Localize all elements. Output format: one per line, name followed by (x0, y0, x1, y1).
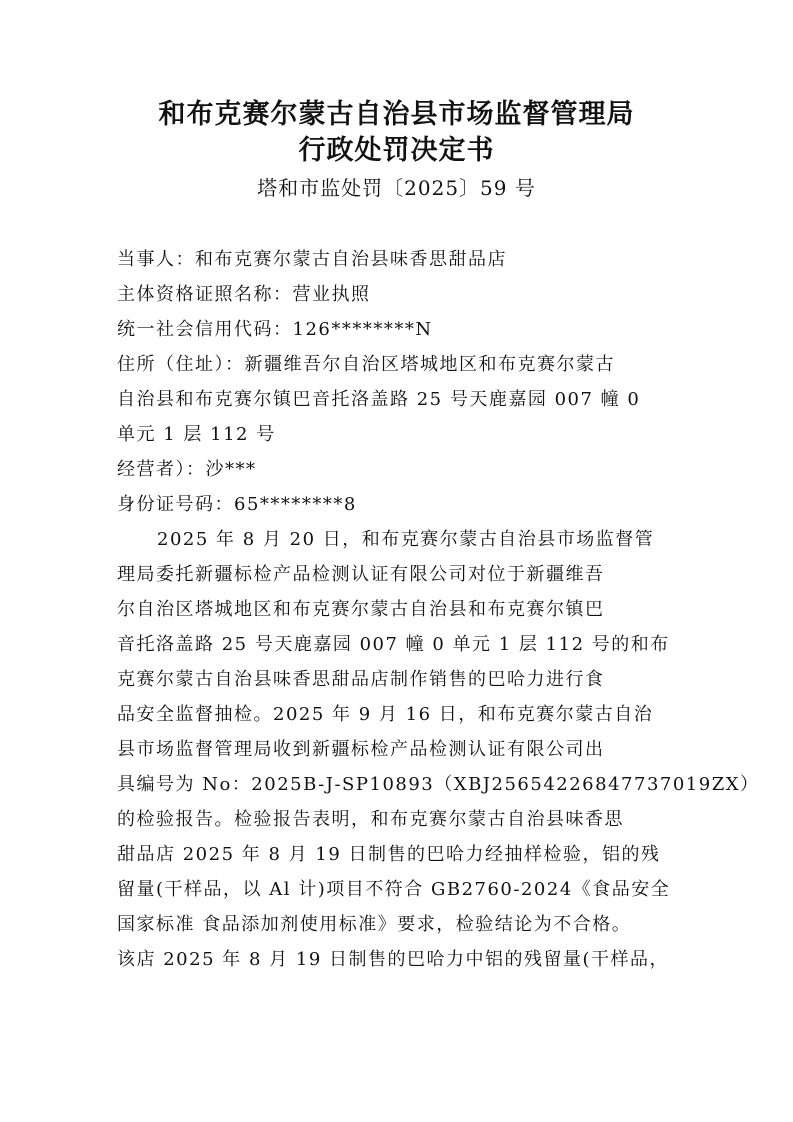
facts-line: 音托洛盖路 25 号天鹿嘉园 007 幢 0 单元 1 层 112 号的和布 (117, 634, 670, 655)
facts-line: 品安全监督抽检。2025 年 9 月 16 日，和布克赛尔蒙古自治 (117, 704, 654, 725)
facts-line: 国家标准 食品添加剂使用标准》要求，检验结论为不合格。 (117, 914, 632, 935)
address-line: 单元 1 层 112 号 (117, 424, 276, 445)
facts-line: 甜品店 2025 年 8 月 19 日制售的巴哈力经抽样检验，铝的残 (117, 844, 661, 865)
facts-line: 2025 年 8 月 20 日，和布克赛尔蒙古自治县市场监督管 (157, 529, 655, 550)
document-title-line2: 行政处罚决定书 (298, 135, 495, 166)
operator: 经营者）：沙*** (117, 459, 257, 480)
license-type: 主体资格证照名称：营业执照 (117, 284, 371, 305)
facts-line: 尔自治区塔城地区和布克赛尔蒙古自治县和布克赛尔镇巴 (117, 599, 605, 620)
party-name: 当事人：和布克赛尔蒙古自治县味香思甜品店 (117, 249, 507, 270)
facts-line: 理局委托新疆标检产品检测认证有限公司对位于新疆维吾 (117, 564, 605, 585)
document-body (117, 242, 760, 977)
facts-line: 留量(干样品，以 Al 计)项目不符合 GB2760-2024《食品安全 (117, 879, 671, 900)
facts-line: 该店 2025 年 8 月 19 日制售的巴哈力中铝的残留量(干样品， (117, 949, 670, 970)
facts-line: 县市场监督管理局收到新疆标检产品检测认证有限公司出 (117, 739, 605, 760)
address-line: 自治县和布克赛尔镇巴音托洛盖路 25 号天鹿嘉园 007 幢 0 (117, 389, 641, 410)
facts-line: 克赛尔蒙古自治县味香思甜品店制作销售的巴哈力进行食 (117, 669, 605, 690)
document-title-line1: 和布克赛尔蒙古自治县市场监督管理局 (158, 99, 635, 130)
document-number: 塔和市监处罚〔2025〕59 号 (257, 176, 536, 200)
facts-line: 的检验报告。检验报告表明，和布克赛尔蒙古自治县味香思 (117, 809, 624, 830)
credit-code: 统一社会信用代码：126********N (117, 319, 433, 340)
id-number: 身份证号码：65********8 (117, 494, 357, 515)
address-line: 住所（住址）：新疆维吾尔自治区塔城地区和布克赛尔蒙古 (117, 354, 615, 375)
facts-line: 具编号为 No：2025B-J-SP10893（XBJ25654226847737019ZX） (117, 774, 760, 795)
